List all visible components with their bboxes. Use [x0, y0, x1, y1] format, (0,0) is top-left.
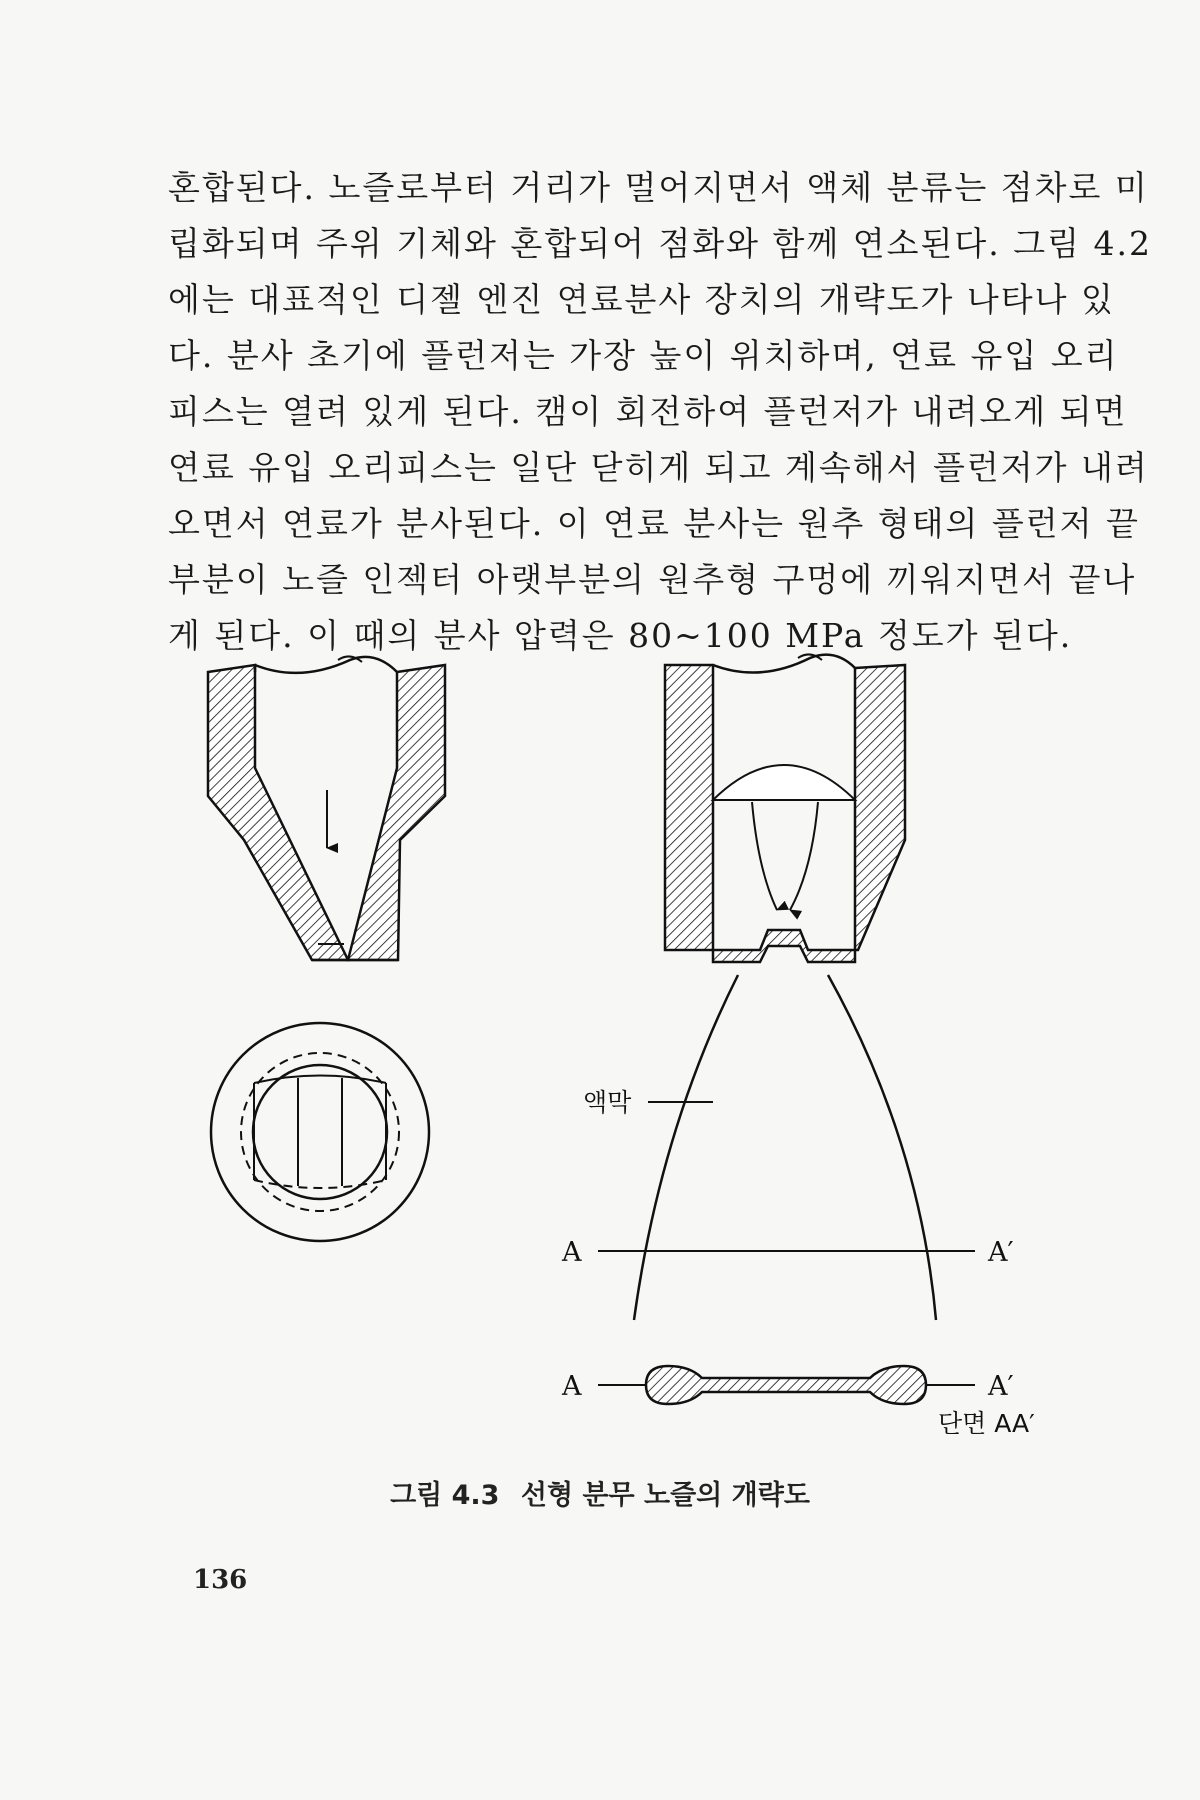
cross-section-label-a-prime: A′ [988, 1371, 1014, 1402]
right-nozzle-wall-right [855, 665, 905, 950]
cross-section-label-a: A [562, 1371, 582, 1402]
section-label-a: A [562, 1237, 582, 1268]
left-nozzle-top-curve [255, 657, 397, 673]
body-line: 피스는 열려 있게 된다. 캠이 회전하여 플런저가 내려오게 되면 [168, 392, 1128, 431]
right-nozzle-top-curve [713, 655, 855, 673]
plunger-dome [713, 765, 855, 800]
body-line: 연료 유입 오리피스는 일단 닫히게 되고 계속해서 플런저가 내려 [168, 448, 1149, 487]
spray-sheet [598, 975, 975, 1320]
figure-title: 선형 분무 노즐의 개략도 [520, 1480, 810, 1511]
body-line: 에는 대표적인 디젤 엔진 연료분사 장치의 개략도가 나타나 있 [168, 280, 1115, 319]
right-nozzle-wall-left [665, 665, 713, 950]
body-line: 오면서 연료가 분사된다. 이 연료 분사는 원추 형태의 플런저 끝 [168, 504, 1140, 543]
body-line: 부분이 노즐 인젝터 아랫부분의 원추형 구멍에 끼워지면서 끝나 [168, 560, 1137, 599]
body-line: 혼합된다. 노즐로부터 거리가 멀어지면서 액체 분류는 점차로 미 [168, 168, 1149, 207]
cross-section-aa [598, 1366, 975, 1404]
body-line: 게 된다. 이 때의 분사 압력은 80~100 MPa 정도가 된다. [168, 616, 1073, 655]
body-line: 립화되며 주위 기체와 혼합되어 점화와 함께 연소된다. 그림 4.2 [168, 224, 1152, 263]
right-nozzle-section [665, 654, 905, 962]
figure-number: 그림 4.3 [390, 1480, 500, 1511]
left-nozzle-wall-right [348, 665, 445, 960]
page-number: 136 [193, 1565, 248, 1595]
figure-caption [0, 1473, 1200, 1512]
cross-section-caption: 단면 AA′ [938, 1409, 1035, 1438]
section-label-a-prime: A′ [988, 1237, 1014, 1268]
left-nozzle-plan-view [211, 1023, 429, 1241]
film-label: 액막 [583, 1088, 632, 1117]
body-line: 다. 분사 초기에 플런저는 가장 높이 위치하며, 연료 유입 오리 [168, 336, 1119, 375]
left-nozzle-section [208, 656, 445, 960]
